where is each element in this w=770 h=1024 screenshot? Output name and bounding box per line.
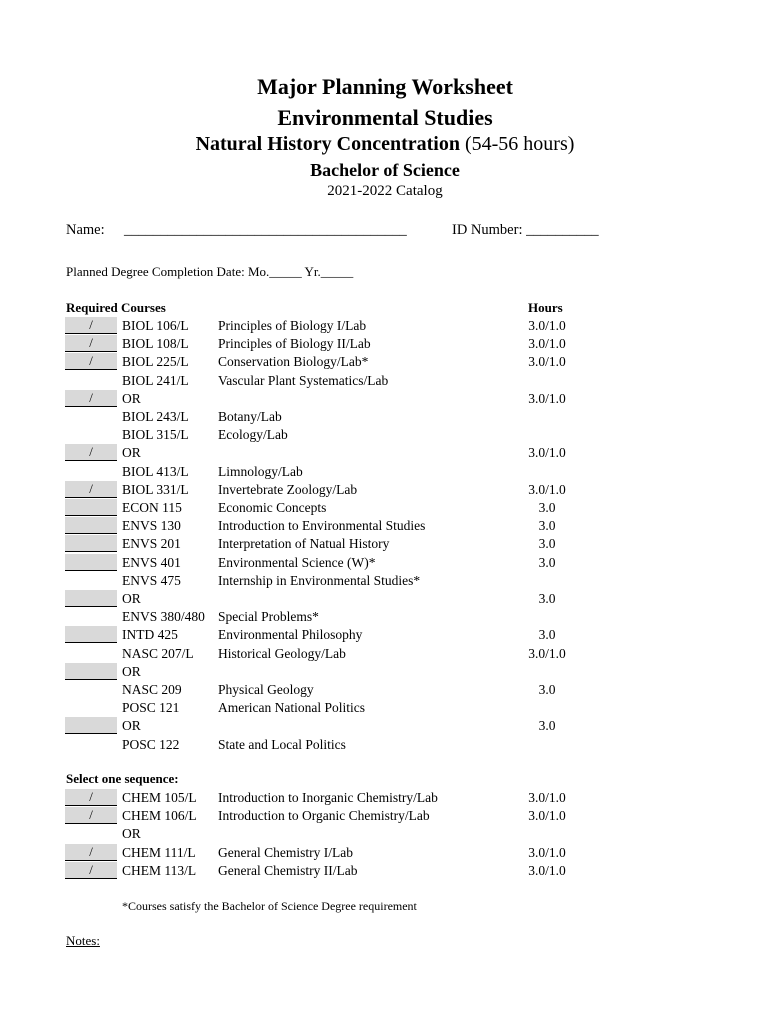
- course-code: BIOL 106/L: [122, 318, 189, 333]
- course-title: American National Politics: [218, 700, 365, 716]
- course-title: Interpretation of Natual History: [218, 536, 390, 552]
- course-hours: 3.0/1.0: [528, 862, 566, 878]
- course-hours: 3.0/1.0: [528, 808, 566, 824]
- course-row: [0, 737, 770, 755]
- course-row: [0, 573, 770, 591]
- concentration-title: [0, 133, 770, 156]
- course-title: Vascular Plant Systematics/Lab: [218, 372, 389, 388]
- course-title: Principles of Biology II/Lab: [218, 336, 371, 352]
- course-checkbox[interactable]: [65, 554, 117, 571]
- course-row: [0, 391, 770, 409]
- course-code: BIOL 241/L: [122, 372, 189, 388]
- course-title: Environmental Science (W)*: [218, 554, 376, 570]
- course-row: [0, 808, 770, 826]
- course-code: CHEM 111/L: [122, 844, 196, 860]
- course-checkbox[interactable]: /: [65, 844, 117, 861]
- course-checkbox[interactable]: /: [65, 335, 117, 352]
- course-title: Conservation Biology/Lab*: [218, 354, 369, 370]
- course-code: BIOL 331/L: [122, 481, 189, 497]
- course-code: BIOL 315/L: [122, 427, 189, 443]
- course-row: [0, 500, 770, 518]
- course-row: [0, 427, 770, 445]
- course-code: ENVS 201: [122, 536, 181, 552]
- required-courses-heading: Required Courses: [66, 300, 166, 315]
- course-hours: 3.0: [538, 627, 556, 643]
- course-row: [0, 591, 770, 609]
- catalog-year: 2021-2022 Catalog: [327, 183, 443, 199]
- id-number-field[interactable]: ID Number: __________: [452, 222, 599, 238]
- completion-date-field[interactable]: Planned Degree Completion Date: Mo._____ Yr._____: [66, 264, 354, 279]
- course-title: Historical Geology/Lab: [218, 645, 346, 661]
- course-code: OR: [122, 718, 141, 734]
- course-row: [0, 555, 770, 573]
- course-code: CHEM 106/L: [122, 808, 197, 824]
- course-checkbox[interactable]: /: [65, 353, 117, 370]
- course-hours: 3.0: [538, 591, 556, 606]
- course-title: Introduction to Environmental Studies: [218, 518, 426, 534]
- degree-title: Bachelor of Science: [310, 160, 460, 180]
- course-row: [0, 482, 770, 500]
- course-checkbox[interactable]: [65, 535, 117, 552]
- course-hours: 3.0: [538, 682, 556, 697]
- course-code: OR: [122, 390, 141, 406]
- course-code: ENVS 130: [122, 518, 181, 534]
- course-row: [0, 318, 770, 336]
- course-row: [0, 373, 770, 391]
- notes-label: Notes:: [66, 933, 100, 948]
- course-code: BIOL 243/L: [122, 409, 189, 424]
- course-checkbox[interactable]: /: [65, 317, 117, 334]
- course-row: [0, 863, 770, 881]
- course-checkbox[interactable]: /: [65, 862, 117, 879]
- course-checkbox[interactable]: /: [65, 481, 117, 498]
- course-title: Introduction to Organic Chemistry/Lab: [218, 808, 430, 824]
- page-title: Major Planning Worksheet: [257, 74, 513, 99]
- course-checkbox[interactable]: /: [65, 390, 117, 407]
- course-title: Special Problems*: [218, 609, 319, 625]
- course-title: Invertebrate Zoology/Lab: [218, 481, 358, 497]
- course-row: [0, 409, 770, 427]
- program-title: Environmental Studies: [277, 105, 493, 130]
- course-row: [0, 664, 770, 682]
- name-field[interactable]: _______________________________________: [124, 222, 407, 238]
- course-row: [0, 536, 770, 554]
- footnote: *Courses satisfy the Bachelor of Science Degree requirement: [122, 899, 417, 913]
- course-title: Botany/Lab: [218, 409, 282, 424]
- course-title: Internship in Environmental Studies*: [218, 572, 421, 588]
- course-row: [0, 845, 770, 863]
- course-title: Introduction to Inorganic Chemistry/Lab: [218, 790, 438, 805]
- course-checkbox[interactable]: [65, 590, 117, 607]
- sequence-heading: Select one sequence:: [66, 771, 179, 786]
- course-checkbox[interactable]: /: [65, 789, 117, 806]
- course-code: ENVS 401: [122, 554, 181, 570]
- course-hours: 3.0/1.0: [528, 445, 566, 461]
- course-title: Limnology/Lab: [218, 463, 303, 479]
- course-checkbox[interactable]: /: [65, 807, 117, 824]
- concentration-name: Natural History Concentration: [195, 133, 460, 155]
- course-row: [0, 700, 770, 718]
- course-row: [0, 790, 770, 808]
- course-code: CHEM 105/L: [122, 790, 197, 805]
- course-checkbox[interactable]: /: [65, 444, 117, 461]
- course-row: [0, 682, 770, 700]
- course-row: [0, 445, 770, 463]
- course-hours: 3.0/1.0: [528, 390, 566, 406]
- course-title: State and Local Politics: [218, 736, 346, 752]
- course-hours: 3.0/1.0: [528, 481, 566, 497]
- course-hours: 3.0: [538, 554, 556, 570]
- course-checkbox[interactable]: [65, 626, 117, 643]
- course-code: INTD 425: [122, 627, 178, 643]
- course-row: [0, 609, 770, 627]
- course-title: Environmental Philosophy: [218, 627, 363, 643]
- course-code: CHEM 113/L: [122, 862, 197, 878]
- concentration-hours: (54-56 hours): [459, 133, 575, 155]
- course-code: OR: [122, 826, 141, 842]
- course-code: ENVS 475: [122, 572, 181, 588]
- course-checkbox[interactable]: [65, 499, 117, 516]
- hours-heading: Hours: [528, 300, 563, 315]
- course-code: OR: [122, 591, 141, 606]
- course-hours: 3.0/1.0: [528, 645, 566, 661]
- course-row: [0, 718, 770, 736]
- course-title: Ecology/Lab: [218, 427, 288, 443]
- course-code: NASC 209: [122, 682, 182, 697]
- course-code: ECON 115: [122, 500, 182, 515]
- course-code: BIOL 108/L: [122, 336, 189, 352]
- name-label: Name:: [66, 222, 105, 238]
- course-hours: 3.0: [538, 718, 556, 734]
- course-hours: 3.0: [538, 536, 556, 552]
- course-title: Principles of Biology I/Lab: [218, 318, 367, 333]
- course-row: [0, 826, 770, 844]
- course-row: [0, 646, 770, 664]
- course-code: POSC 122: [122, 736, 180, 752]
- course-hours: 3.0: [538, 500, 556, 515]
- course-code: OR: [122, 663, 141, 679]
- course-title: Physical Geology: [218, 682, 314, 697]
- course-checkbox[interactable]: [65, 517, 117, 534]
- course-hours: 3.0/1.0: [528, 336, 566, 352]
- course-row: [0, 354, 770, 372]
- course-hours: 3.0/1.0: [528, 844, 566, 860]
- course-checkbox[interactable]: [65, 663, 117, 680]
- course-hours: 3.0: [538, 518, 556, 534]
- course-title: General Chemistry II/Lab: [218, 862, 358, 878]
- course-title: Economic Concepts: [218, 500, 327, 515]
- course-hours: 3.0/1.0: [528, 790, 566, 805]
- course-code: OR: [122, 445, 141, 461]
- course-row: [0, 627, 770, 645]
- course-code: POSC 121: [122, 700, 180, 716]
- course-hours: 3.0/1.0: [528, 354, 566, 370]
- course-code: BIOL 225/L: [122, 354, 189, 370]
- course-row: [0, 336, 770, 354]
- course-checkbox[interactable]: [65, 717, 117, 734]
- course-row: [0, 518, 770, 536]
- course-row: [0, 464, 770, 482]
- course-hours: 3.0/1.0: [528, 318, 566, 333]
- course-code: ENVS 380/480: [122, 609, 205, 625]
- course-title: General Chemistry I/Lab: [218, 844, 353, 860]
- course-code: NASC 207/L: [122, 645, 194, 661]
- course-code: BIOL 413/L: [122, 463, 189, 479]
